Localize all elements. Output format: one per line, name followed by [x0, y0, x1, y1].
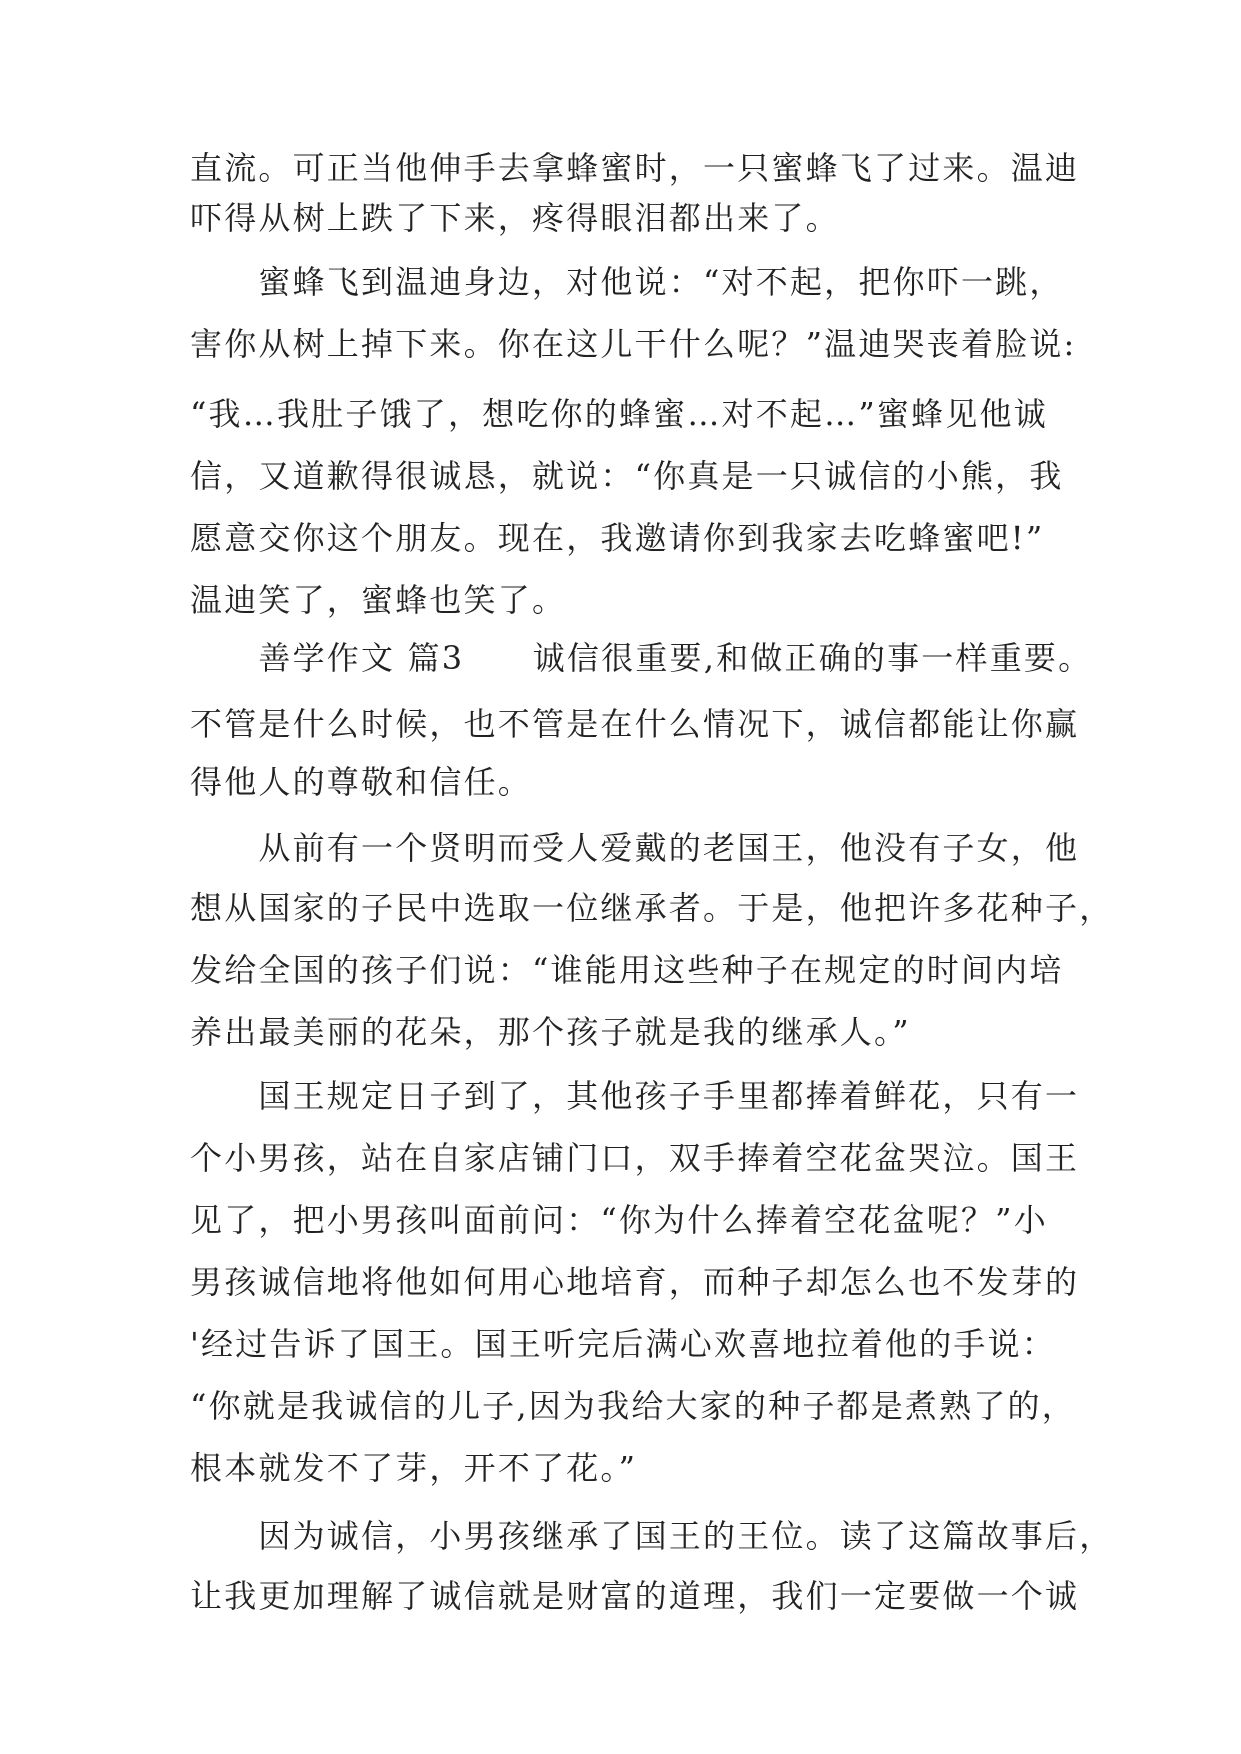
text-line: “你就是我诚信的儿子,因为我给大家的种子都是煮熟了的， — [190, 1387, 1076, 1425]
text-line: 国王规定日子到了，其他孩子手里都捧着鲜花，只有一 — [190, 1077, 1080, 1115]
text-line: 害你从树上掉下来。你在这儿干什么呢？”温迪哭丧着脸说: — [190, 325, 1077, 363]
text-line: 得他人的尊敬和信任。 — [190, 763, 533, 801]
text-line: 养出最美丽的花朵，那个孩子就是我的继承人。” — [190, 1013, 911, 1051]
text-line: 因为诚信，小男孩继承了国王的王位。读了这篇故事后， — [190, 1517, 1114, 1555]
text-line: 愿意交你这个朋友。现在，我邀请你到我家去吃蜂蜜吧!” — [190, 519, 1045, 557]
text-line: 直流。可正当他伸手去拿蜂蜜时，一只蜜蜂飞了过来。温迪 — [190, 149, 1080, 187]
text-line: '经过告诉了国王。国王听完后满心欢喜地拉着他的手说： — [190, 1325, 1056, 1363]
text-line: 蜜蜂飞到温迪身边，对他说：“对不起，把你吓一跳， — [190, 263, 1064, 301]
text-line: 想从国家的子民中选取一位继承者。于是，他把许多花种子， — [190, 889, 1114, 927]
text-line: 温迪笑了，蜜蜂也笑了。 — [190, 581, 567, 619]
text-line: 吓得从树上跌了下来，疼得眼泪都出来了。 — [190, 199, 840, 237]
text-line: 不管是什么时候，也不管是在什么情况下，诚信都能让你赢 — [190, 705, 1080, 743]
text-line: “我…我肚子饿了，想吃你的蜂蜜…对不起…”蜜蜂见他诚 — [190, 395, 1048, 433]
text-line: 从前有一个贤明而受人爱戴的老国王，他没有子女，他 — [190, 829, 1080, 867]
text-line: 个小男孩，站在自家店铺门口，双手捧着空花盆哭泣。国王 — [190, 1139, 1080, 1177]
text-line: 根本就发不了芽，开不了花。” — [190, 1449, 638, 1487]
text-line: 见了，把小男孩叫面前问：“你为什么捧着空花盆呢？”小 — [190, 1201, 1048, 1239]
text-line: 发给全国的孩子们说：“谁能用这些种子在规定的时间内培 — [190, 951, 1064, 989]
text-line: 信，又道歉得很诚恳，就说：“你真是一只诚信的小熊，我 — [190, 457, 1064, 495]
text-line: 男孩诚信地将他如何用心地培育，而种子却怎么也不发芽的 — [190, 1263, 1080, 1301]
text-line: 善学作文 篇3 诚信很重要,和做正确的事一样重要。 — [190, 639, 1093, 677]
text-line: 让我更加理解了诚信就是财富的道理，我们一定要做一个诚 — [190, 1577, 1080, 1615]
